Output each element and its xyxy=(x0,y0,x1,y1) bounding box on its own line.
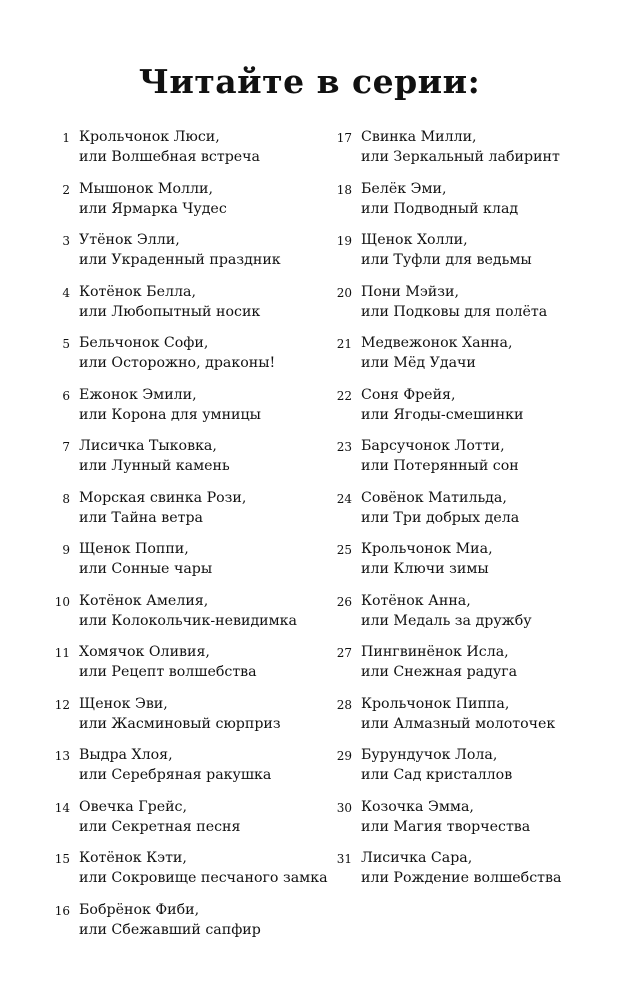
book-number: 19 xyxy=(336,234,352,248)
book-subtitle: или Магия творчества xyxy=(361,818,531,835)
book-subtitle: или Мёд Удачи xyxy=(361,355,476,371)
book-subtitle: или Тайна ветра xyxy=(79,509,204,526)
book-number: 26 xyxy=(336,594,352,609)
book-title: Крольчонок Пиппа, xyxy=(361,695,510,712)
book-list-item xyxy=(48,848,338,900)
book-number: 28 xyxy=(336,697,352,712)
book-title: Пони Мэйзи, xyxy=(361,283,459,300)
book-subtitle: или Сокровище песчаного замка xyxy=(79,870,328,886)
book-list-item xyxy=(48,385,338,437)
book-subtitle: или Жасминовый сюрприз xyxy=(79,715,281,732)
book-list-item xyxy=(330,539,615,591)
book-list-item xyxy=(48,900,338,952)
book-subtitle: или Осторожно, драконы! xyxy=(79,355,276,371)
book-list-item xyxy=(48,488,338,540)
book-number: 6 xyxy=(62,388,70,403)
book-number: 23 xyxy=(336,440,352,454)
book-subtitle: или Сад кристаллов xyxy=(361,767,513,783)
book-list-item xyxy=(48,797,338,849)
book-subtitle: или Сбежавший сапфир xyxy=(79,921,261,938)
book-subtitle: или Туфли для ведьмы xyxy=(361,252,532,268)
book-title: Выдра Хлоя, xyxy=(79,747,173,763)
book-number: 27 xyxy=(336,646,352,660)
book-title: Щенок Холли, xyxy=(361,232,468,248)
book-list-item xyxy=(330,488,615,540)
book-number: 21 xyxy=(336,337,352,351)
book-list-item xyxy=(330,333,615,385)
book-title: Козочка Эмма, xyxy=(361,798,474,815)
book-title: Котёнок Амелия, xyxy=(79,592,209,609)
book-title: Бобрёнок Фиби, xyxy=(79,901,200,918)
book-title: Лисичка Тыковка, xyxy=(79,438,217,454)
book-list-item xyxy=(330,591,615,643)
book-list-item xyxy=(330,282,615,334)
book-number: 24 xyxy=(336,491,352,506)
book-subtitle: или Ярмарка Чудес xyxy=(79,200,227,217)
book-subtitle: или Зеркальный лабиринт xyxy=(361,149,560,165)
book-title: Свинка Милли, xyxy=(361,129,477,145)
book-number: 7 xyxy=(62,440,70,454)
book-list-item xyxy=(48,591,338,643)
book-subtitle: или Алмазный молоточек xyxy=(361,715,556,732)
book-number: 11 xyxy=(54,646,70,660)
book-number: 4 xyxy=(62,285,70,300)
book-title: Бурундучок Лола, xyxy=(361,747,498,763)
book-title: Пингвинёнок Исла, xyxy=(361,644,509,660)
book-subtitle: или Секретная песня xyxy=(79,818,241,835)
book-subtitle: или Подводный клад xyxy=(361,200,519,217)
book-number: 17 xyxy=(336,131,352,145)
book-list-item xyxy=(330,436,615,488)
book-list-item xyxy=(330,642,615,694)
book-subtitle: или Медаль за дружбу xyxy=(361,612,532,629)
book-title: Белёк Эми, xyxy=(361,180,447,197)
book-title: Крольчонок Миа, xyxy=(361,541,493,557)
book-title: Совёнок Матильда, xyxy=(361,489,507,506)
book-subtitle: или Подковы для полёта xyxy=(361,303,548,320)
book-title: Хомячок Оливия, xyxy=(79,644,210,660)
book-subtitle: или Украденный праздник xyxy=(79,252,281,268)
book-list-right-column xyxy=(330,127,615,900)
book-number: 25 xyxy=(336,543,352,557)
book-number: 22 xyxy=(336,388,352,403)
book-title: Бельчонок Софи, xyxy=(79,335,209,351)
book-title: Лисичка Сара, xyxy=(361,850,473,866)
book-list-item xyxy=(48,539,338,591)
book-list-item xyxy=(48,333,338,385)
book-number: 3 xyxy=(62,234,70,248)
book-title: Ежонок Эмили, xyxy=(79,386,197,403)
book-number: 18 xyxy=(336,182,352,197)
page-title: Читайте в серии: xyxy=(138,62,481,101)
book-title: Медвежонок Ханна, xyxy=(361,335,513,351)
book-number: 31 xyxy=(336,852,352,866)
book-number: 30 xyxy=(336,800,352,815)
book-title: Котёнок Кэти, xyxy=(79,850,187,866)
book-title: Мышонок Молли, xyxy=(79,180,213,197)
book-list-item xyxy=(330,694,615,746)
book-subtitle: или Ключи зимы xyxy=(361,561,489,577)
book-title: Котёнок Белла, xyxy=(79,283,196,300)
book-list-item xyxy=(48,179,338,231)
book-subtitle: или Лунный камень xyxy=(79,458,230,474)
book-subtitle: или Три добрых дела xyxy=(361,509,520,526)
book-number: 8 xyxy=(62,491,70,506)
book-list-item xyxy=(330,230,615,282)
book-subtitle: или Снежная радуга xyxy=(361,664,518,680)
book-number: 1 xyxy=(62,131,70,145)
book-title: Соня Фрейя, xyxy=(361,386,456,403)
book-list-item xyxy=(48,127,338,179)
book-list-item xyxy=(330,797,615,849)
book-title: Морская свинка Рози, xyxy=(79,489,247,506)
book-title: Щенок Эви, xyxy=(79,695,168,712)
book-number: 12 xyxy=(54,697,70,712)
book-number: 14 xyxy=(54,800,70,815)
book-number: 16 xyxy=(54,903,70,918)
book-title: Утёнок Элли, xyxy=(79,232,180,248)
book-list-item xyxy=(330,179,615,231)
book-number: 29 xyxy=(336,749,352,763)
book-subtitle: или Корона для умницы xyxy=(79,406,261,423)
book-title: Щенок Поппи, xyxy=(79,541,189,557)
book-subtitle: или Любопытный носик xyxy=(79,303,261,320)
book-list-left-column xyxy=(48,127,338,951)
book-list-item xyxy=(330,745,615,797)
book-subtitle: или Колокольчик-невидимка xyxy=(79,612,298,629)
book-title: Барсучонок Лотти, xyxy=(361,438,505,454)
book-list-item xyxy=(48,694,338,746)
book-subtitle: или Волшебная встреча xyxy=(79,149,261,165)
book-number: 20 xyxy=(336,285,352,300)
book-title: Крольчонок Люси, xyxy=(79,129,220,145)
book-number: 5 xyxy=(62,337,70,351)
book-number: 13 xyxy=(54,749,70,763)
book-list-item xyxy=(48,745,338,797)
book-list-item xyxy=(330,385,615,437)
book-list-item xyxy=(48,642,338,694)
book-list-item xyxy=(330,127,615,179)
book-subtitle: или Рождение волшебства xyxy=(361,870,562,886)
book-number: 10 xyxy=(54,594,70,609)
book-subtitle: или Сонные чары xyxy=(79,561,213,577)
book-subtitle: или Рецепт волшебства xyxy=(79,664,257,680)
book-number: 15 xyxy=(54,852,70,866)
book-subtitle: или Потерянный сон xyxy=(361,458,519,474)
book-list-item xyxy=(48,282,338,334)
book-list-item xyxy=(330,848,615,900)
book-title: Овечка Грейс, xyxy=(79,798,188,815)
book-title: Котёнок Анна, xyxy=(361,592,471,609)
book-list-item xyxy=(48,230,338,282)
book-list-item xyxy=(48,436,338,488)
book-subtitle: или Серебряная ракушка xyxy=(79,767,272,783)
book-number: 2 xyxy=(62,182,70,197)
book-subtitle: или Ягоды-смешинки xyxy=(361,406,524,423)
book-number: 9 xyxy=(62,543,70,557)
